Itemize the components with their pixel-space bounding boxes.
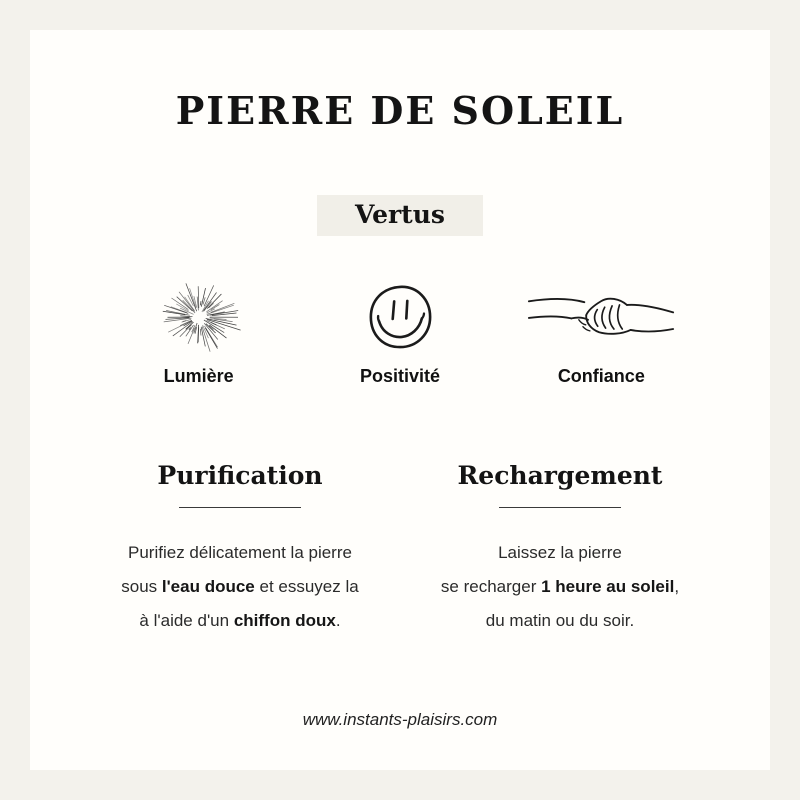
care-text-line: se recharger 1 heure au soleil, bbox=[440, 577, 680, 596]
sunburst-icon bbox=[149, 278, 249, 356]
virtue-label: Confiance bbox=[557, 366, 645, 386]
handshake-icon bbox=[527, 278, 675, 356]
care-heading: Rechargement bbox=[457, 461, 663, 490]
care-text bbox=[121, 536, 358, 638]
care-text-line: sous l'eau douce et essuyez la bbox=[121, 577, 359, 596]
smiley-icon bbox=[366, 278, 434, 356]
care-text-line: à l'aide d'un chiffon doux. bbox=[139, 611, 341, 630]
care-text bbox=[441, 536, 679, 638]
virtue-label: Positivité bbox=[359, 366, 440, 386]
care-section-rechargement bbox=[400, 461, 720, 638]
care-text-line: Laissez la pierre bbox=[498, 543, 622, 562]
virtues-row bbox=[98, 278, 702, 387]
footer-url: www.instants-plaisirs.com bbox=[302, 710, 498, 729]
virtue-item-positivite bbox=[299, 278, 500, 387]
vertus-badge: Vertus bbox=[317, 195, 483, 236]
virtue-item-confiance bbox=[501, 278, 702, 387]
page-title: PIERRE DE SOLEIL bbox=[175, 88, 625, 133]
virtue-item-lumiere bbox=[98, 278, 299, 387]
heading-underline bbox=[179, 507, 301, 508]
heading-underline bbox=[499, 507, 621, 508]
virtue-label: Lumière bbox=[163, 366, 234, 386]
care-heading: Purification bbox=[157, 461, 323, 490]
care-text-line: Purifiez délicatement la pierre bbox=[128, 543, 352, 562]
care-row bbox=[80, 461, 720, 638]
care-section-purification bbox=[80, 461, 400, 638]
care-text-line: du matin ou du soir. bbox=[485, 611, 635, 630]
card bbox=[30, 30, 770, 770]
